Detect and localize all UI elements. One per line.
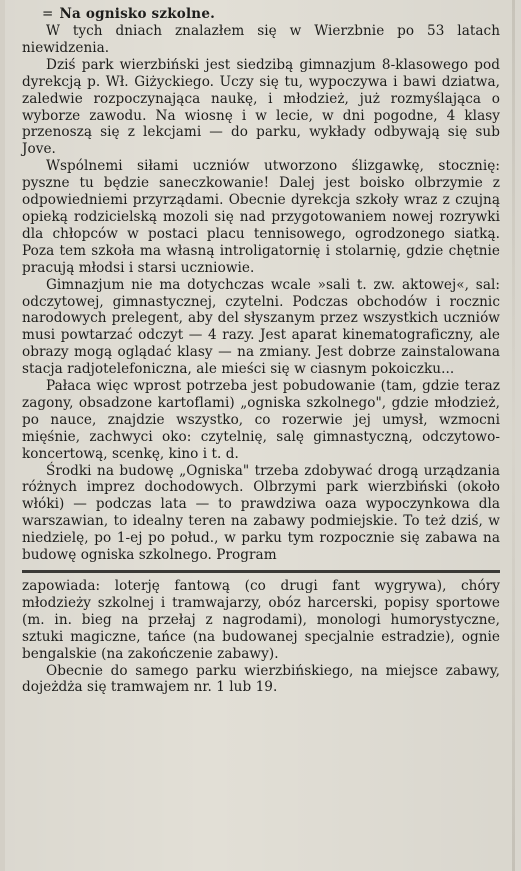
paragraph-program: zapowiada: loterję fantową (co drugi fant wygrywa), chóry młodzieży szkolnej i tramwajarzy, obóz harcerski, popisy sportowe (m. in. bieg na przełaj z nagrodami), monologi humorystyczne, sztuki magiczne, tańce (na budowanej specjalnie estradzie), ognie bengalskie (na zakończenie zabawy). (22, 578, 500, 662)
paragraph-tram: Obecnie do samego parku wierzbińskiego, na miejsce zabawy, dojeżdża się tramwajem nr. 1 lub 19. (22, 662, 500, 696)
paragraph-funds: Środki na budowę „Ogniska" trzeba zdobywać drogą urządzania różnych imprez dochodowych. Olbrzymi park wierzbiński (około włóki) — podczas lata — to prawdziwa oaza wypoczynkowa dla warszawian, to idealny teren na zabawy podmiejskie. To też dziś, w niedzielę, po 1-ej po połud., w parku tym rozpocznie się zabawa na budowę ogniska szkolnego. Program (22, 462, 500, 564)
paragraph-hearth: Pałaca więc wprost potrzeba jest pobudowanie (tam, gdzie teraz zagony, obsadzone kartoflami) „ogniska szkolnego", gdzie młodzież, po nauce, znajdzie wszystko, co rozerwie jej umysł, wzmocni mięśnie, zachwyci oko: czytelnię, salę gimnastyczną, odczytowo-koncertową, scenkę, kino i t. d. (22, 378, 500, 462)
paragraph-facilities: Wspólnemi siłami uczniów utworzono ślizgawkę, stocznię: pyszne tu będzie saneczkowanie! Dalej jest boisko olbrzymie z odpowiedniemi przyrządami. Obecnie dyrekcja szkoły wraz z czujną opieką rodzicielską mozoli się nad przygotowaniem nowej rozrywki dla chłopców w postaci placu tennisowego, ogrodzonego siatką. Poza tem szkoła ma własną introligatornię i stolarnię, gdzie chętnie pracują młodsi i starsi uczniowie. (22, 158, 500, 276)
paragraph-intro: W tych dniach znalazłem się w Wierzbnie po 53 latach niewidzenia. (22, 23, 500, 56)
paragraph-park: Dziś park wierzbiński jest siedzibą gimnazjum 8-klasowego pod dyrekcją p. Wł. Giżyckiego. Uczy się tu, wypoczywa i bawi dziatwa, zaledwie rozpoczynająca naukę, i młodzież, już rozmyślająca o wyborze zawodu. Na wiosnę i w lecie, w dni pogodne, 4 klasy przenoszą się z lekcjami — do parku, wykłady odbywają się sub Jove. (22, 56, 500, 158)
title-mark: = (42, 6, 54, 22)
article-title (22, 6, 500, 23)
column-rule-right (512, 0, 515, 871)
article-column (22, 6, 500, 696)
column-break-rule (22, 570, 500, 573)
paragraph-needs: Gimnazjum nie ma dotychczas wcale »sali t. zw. aktowej«, sal: odczytowej, gimnastycznej, czytelni. Podczas obchodów i rocznic narodowych prelegent, aby del słyszanym przez wszystkich uczniów musi powtarzać odczyt — 4 razy. Jest aparat kinematograficzny, ale obrazy mogą oglądać klasy — na zmiany. Jest dobrze zainstalowana stacja radjotelefoniczna, ale mieści się w ciasnym pokoiczku... (22, 276, 500, 378)
page-edge-left (0, 0, 5, 871)
title-text: Na ognisko szkolne. (59, 6, 216, 22)
